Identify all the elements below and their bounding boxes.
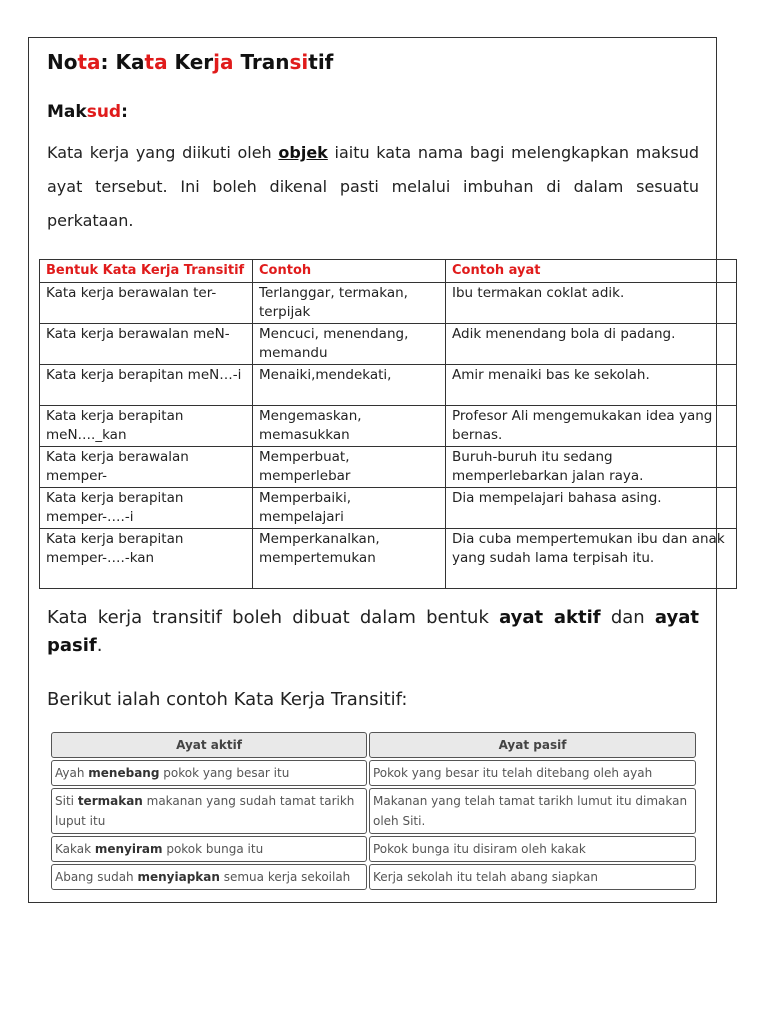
table-cell: Mencuci, menendang, memandu xyxy=(253,324,446,365)
table-cell: Kata kerja berapitan memper-….-kan xyxy=(40,529,253,589)
example-passive-cell: Kerja sekolah itu telah abang siapkan xyxy=(369,864,696,890)
table-cell: Memperbuat, memperlebar xyxy=(253,447,446,488)
example-passive-cell: Makanan yang telah tamat tarikh lumut itu dimakan oleh Siti. xyxy=(369,788,696,834)
table-header-row xyxy=(40,260,737,283)
table-cell: Profesor Ali mengemukakan idea yang bernas. xyxy=(446,406,737,447)
title-part: si xyxy=(289,50,309,74)
maksud-heading-part: Mak xyxy=(47,102,87,122)
examples-table xyxy=(50,731,697,891)
example-text: Kakak xyxy=(55,842,95,856)
table-row xyxy=(40,406,737,447)
title-part: tif xyxy=(308,50,334,74)
table-row xyxy=(40,324,737,365)
table-cell: Menaiki,mendekati, xyxy=(253,365,446,406)
table-cell: Memperbaiki, mempelajari xyxy=(253,488,446,529)
title-part: Ker xyxy=(167,50,214,74)
page-title xyxy=(47,50,333,74)
examples-header: Ayat pasif xyxy=(369,732,696,758)
table-row xyxy=(40,488,737,529)
example-text: Siti xyxy=(55,794,78,808)
example-active-cell xyxy=(51,760,367,786)
example-verb: termakan xyxy=(77,794,143,808)
table-cell: Memperkanalkan, mempertemukan xyxy=(253,529,446,589)
table-header: Bentuk Kata Kerja Transitif xyxy=(40,260,253,283)
example-text: makanan yang sudah tamat tarikh luput itu xyxy=(55,794,355,828)
table-cell: Amir menaiki bas ke sekolah. xyxy=(446,365,737,406)
table-cell: Kata kerja berawalan meN- xyxy=(40,324,253,365)
title-part: No xyxy=(47,50,78,74)
table-cell: Buruh-buruh itu sedang memperlebarkan jalan raya. xyxy=(446,447,737,488)
table-cell: Mengemaskan, memasukkan xyxy=(253,406,446,447)
example-text: Abang sudah xyxy=(55,870,138,884)
maksud-heading-part: sud xyxy=(86,102,122,122)
title-part: ja xyxy=(213,50,234,74)
example-text: pokok bunga itu xyxy=(162,842,264,856)
table-cell: Kata kerja berapitan meN…._kan xyxy=(40,406,253,447)
example-passive-cell: Pokok yang besar itu telah ditebang oleh ayah xyxy=(369,760,696,786)
table-cell: Adik menendang bola di padang. xyxy=(446,324,737,365)
example-verb: menebang xyxy=(88,766,160,780)
table-cell: Dia mempelajari bahasa asing. xyxy=(446,488,737,529)
title-part: Tran xyxy=(233,50,290,74)
definition-text: iaitu kata nama bagi melengkapkan maksud ayat tersebut. Ini boleh dikenal pasti melalui imbuhan di dalam sesuatu perkataan. xyxy=(47,143,700,230)
table-header: Contoh xyxy=(253,260,446,283)
table-cell: Kata kerja berapitan memper-….-i xyxy=(40,488,253,529)
title-part: : Ka xyxy=(100,50,145,74)
table-row xyxy=(40,365,737,406)
title-part: ta xyxy=(144,50,168,74)
table-cell: Ibu termakan coklat adik. xyxy=(446,283,737,324)
active-passive-paragraph xyxy=(47,604,699,660)
keyword-ayat-pasif: ayat pasif xyxy=(47,607,699,656)
table-cell: Terlanggar, termakan, terpijak xyxy=(253,283,446,324)
definition-keyword-objek: objek xyxy=(278,143,328,162)
table-cell: Kata kerja berawalan memper- xyxy=(40,447,253,488)
example-active-cell xyxy=(51,788,367,834)
paragraph-text: . xyxy=(96,635,103,656)
example-active-cell xyxy=(51,836,367,862)
maksud-definition xyxy=(47,136,699,238)
maksud-heading-part: : xyxy=(121,102,128,122)
example-text: Ayah xyxy=(55,766,89,780)
examples-header: Ayat aktif xyxy=(51,732,367,758)
table-row xyxy=(40,447,737,488)
title-part: ta xyxy=(77,50,101,74)
table-cell: Kata kerja berapitan meN…-i xyxy=(40,365,253,406)
table-header: Contoh ayat xyxy=(446,260,737,283)
table-row xyxy=(40,283,737,324)
example-verb: menyiapkan xyxy=(137,870,220,884)
example-text: pokok yang besar itu xyxy=(159,766,290,780)
example-verb: menyiram xyxy=(94,842,163,856)
paragraph-text: Kata kerja transitif boleh dibuat dalam bentuk xyxy=(47,607,500,628)
definition-text: Kata kerja yang diikuti oleh xyxy=(47,143,279,162)
example-passive-cell: Pokok bunga itu disiram oleh kakak xyxy=(369,836,696,862)
maksud-heading xyxy=(47,102,128,122)
table-row xyxy=(40,529,737,589)
paragraph-text: dan xyxy=(600,607,655,628)
example-active-cell xyxy=(51,864,367,890)
note-card xyxy=(28,37,725,903)
keyword-ayat-aktif: ayat aktif xyxy=(499,607,601,628)
table-cell: Kata kerja berawalan ter- xyxy=(40,283,253,324)
verb-forms-table xyxy=(39,259,737,589)
example-text: semua kerja sekoilah xyxy=(219,870,351,884)
examples-intro: Berikut ialah contoh Kata Kerja Transitif: xyxy=(47,689,408,710)
table-cell: Dia cuba mempertemukan ibu dan anak yang sudah lama terpisah itu. xyxy=(446,529,737,589)
